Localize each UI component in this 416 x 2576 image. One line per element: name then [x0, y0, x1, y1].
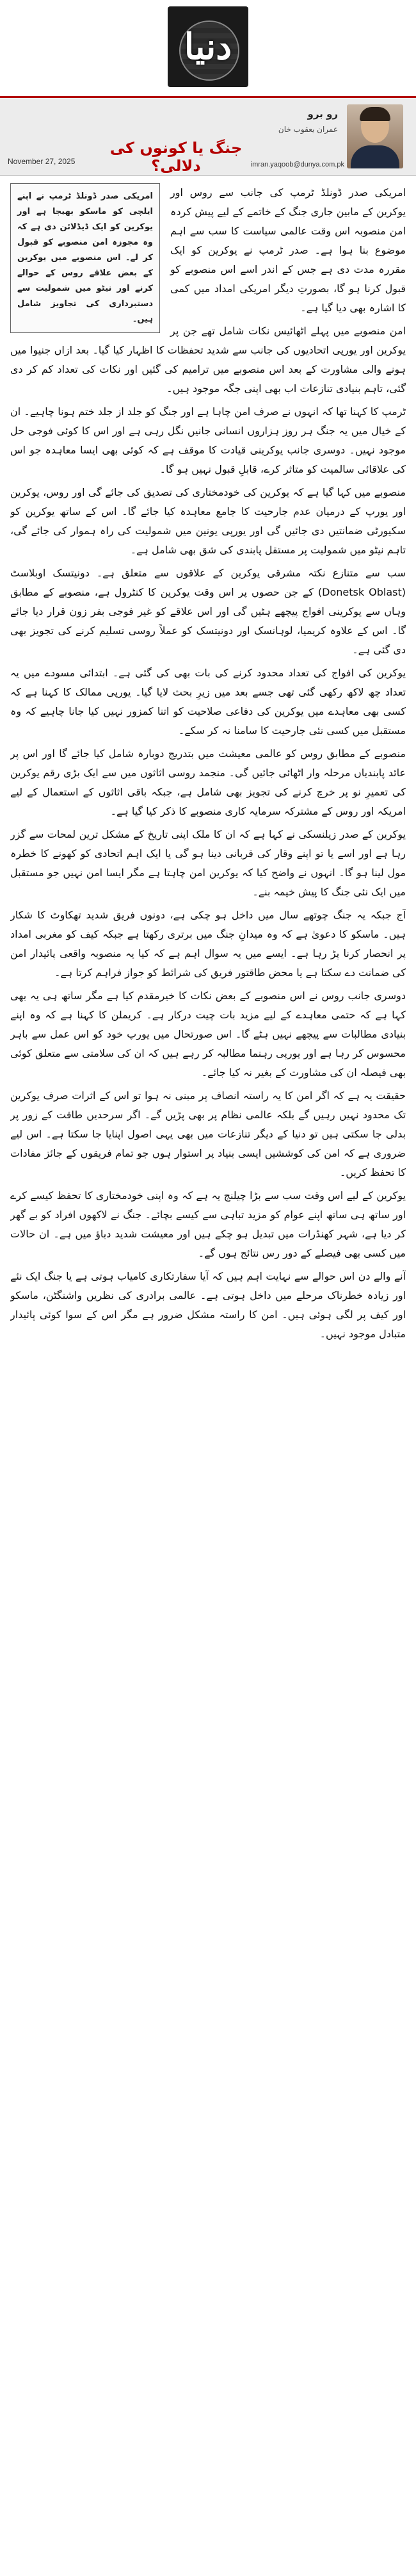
article-body — [10, 183, 406, 2566]
pull-quote: امریکی صدر ڈونلڈ ٹرمپ نے اپنے ایلچی کو ماسکو بھیجا ہے اور یوکرین کو ایک ڈیڈلائن دی ہے کہ وہ مجوزہ امن منصوبے کو قبول کر لے۔ اس منصوبے میں یوکرین کے بعض علاقے روس کے حوالے کرنے اور نیٹو میں شمولیت سے دستبرداری کی تجاویز شامل ہیں۔ — [10, 183, 160, 333]
article-paragraph: منصوبے میں کہا گیا ہے کہ یوکرین کی خودمختاری کی تصدیق کی جائے گی اور روس، یوکرین اور یورپ کے درمیان عدم جارحیت کا جامع معاہدہ کیا جائے گا۔ اس کے ساتھ یوکرین کو سکیورٹی ضمانتیں دی جائیں گی اور یورپی یونین میں شمولیت کی راہ ہموار کی جائے گی، تاہم نیٹو میں شمولیت پر مستقل پابندی کی شق بھی شامل ہے۔ — [10, 486, 406, 556]
publish-date: November 27, 2025 — [8, 157, 76, 166]
newspaper-logo — [168, 6, 248, 87]
column-header — [0, 96, 416, 175]
article-paragraph: امن منصوبے میں پہلے اٹھائیس نکات شامل تھے جن پر یوکرین اور یورپی اتحادیوں کی جانب سے شدید تحفظات کا اظہار کیا گیا۔ بعد ازاں جنیوا میں ہونے والی مشاورت کے بعد اس منصوبے میں ترامیم کی گئیں اور نکات کی تعداد کم کر دی گئی، تاہم بنیادی تنازعات اب بھی اپنی جگہ موجود ہیں۔ — [10, 325, 406, 395]
article-paragraph: منصوبے کے مطابق روس کو عالمی معیشت میں بتدریج دوبارہ شامل کیا جائے گا اور اس پر عائد پابندیاں مرحلہ وار اٹھائی جائیں گی۔ منجمد روسی اثاثوں میں سے ایک بڑی رقم یوکرین کی تعمیرِ نو پر خرچ کرنے کی تجویز بھی شامل ہے، جبکہ باقی اثاثوں کے استعمال کے لیے امریکہ اور روس کے مشترکہ سرمایہ کاری منصوبے کا ذکر کیا گیا ہے۔ — [10, 747, 406, 817]
article-paragraph: آنے والے دن اس حوالے سے نہایت اہم ہیں کہ آیا سفارتکاری کامیاب ہوتی ہے یا جنگ ایک نئے اور زیادہ خطرناک مرحلے میں داخل ہوتی ہے۔ عالمی برادری کی نظریں واشنگٹن، ماسکو اور کیف پر لگی ہوئی ہیں۔ امن کا راستہ مشکل ضرور ہے مگر اس کے سوا کوئی پائیدار متبادل موجود نہیں۔ — [10, 1270, 406, 1340]
author-name: عمران یعقوب خان — [278, 125, 338, 134]
article-paragraph: ٹرمپ کا کہنا تھا کہ انہوں نے صرف امن چاہا ہے اور جنگ کو جلد از جلد ختم ہونا چاہیے۔ ان کے خیال میں یہ جنگ ہر روز ہزاروں انسانی جانیں نگل رہی ہے اور اس کا کوئی فوجی حل موجود نہیں۔ دوسری جانب یوکرینی قیادت کا موقف ہے کہ کوئی بھی ایسا معاہدہ جو اس کی علاقائی سالمیت کو متاثر کرے، قابلِ قبول نہیں ہو گا۔ — [10, 405, 406, 475]
article-paragraph: آج جبکہ یہ جنگ چوتھے سال میں داخل ہو چکی ہے، دونوں فریق شدید تھکاوٹ کا شکار ہیں۔ ماسکو کا دعویٰ ہے کہ وہ میدانِ جنگ میں برتری رکھتا ہے جبکہ کیف کو مغربی امداد پر انحصار کرنا پڑ رہا ہے۔ ایسے میں یہ سوال اہم ہے کہ کیا یہ منصوبہ واقعی پائیدار امن کی ضمانت دے سکتا ہے یا محض طاقتور فریق کی شرائط کو جواز فراہم کرتا ہے۔ — [10, 909, 406, 979]
article-paragraph: یوکرین کے صدر زیلنسکی نے کہا ہے کہ ان کا ملک اپنی تاریخ کے مشکل ترین لمحات سے گزر رہا ہے اور اسے یا تو اپنے وقار کی قربانی دینا ہو گی یا ایک اہم اتحادی کو کھونے کا خطرہ مول لینا ہو گا۔ انہوں نے واضح کیا کہ یوکرین امن چاہتا ہے مگر ایسا امن نہیں جو مستقبل میں ایک نئی جنگ کا پیش خیمہ بنے۔ — [10, 828, 406, 898]
article-paragraph: یوکرین کی افواج کی تعداد محدود کرنے کی بات بھی کی گئی ہے۔ ابتدائی مسودے میں یہ تعداد چھ لاکھ رکھی گئی تھی جسے بعد میں زیرِ بحث لایا گیا۔ یورپی ممالک کا کہنا ہے کہ کسی بھی معاہدے میں یوکرین کی دفاعی صلاحیت کو اتنا کمزور نہیں کیا جانا چاہیے کہ وہ مستقبل میں کسی نئی جارحیت کا سامنا نہ کر سکے۔ — [10, 667, 406, 737]
article-paragraph: یوکرین کے لیے اس وقت سب سے بڑا چیلنج یہ ہے کہ وہ اپنی خودمختاری کا تحفظ کیسے کرے اور ساتھ ہی ساتھ اپنے عوام کو مزید تباہی سے کیسے بچائے۔ جنگ نے لاکھوں افراد کو بے گھر کر دیا ہے، شہر کھنڈرات میں تبدیل ہو چکے ہیں اور معیشت شدید دباؤ میں ہے۔ ان حالات میں کسی بھی فیصلے کے دور رس نتائج ہوں گے۔ — [10, 1189, 406, 1259]
article-paragraph: سب سے متنازع نکتہ مشرقی یوکرین کے علاقوں سے متعلق ہے۔ دونیتسک اوبلاسٹ (Donetsk Oblast) کے جن حصوں پر اس وقت یوکرین کا کنٹرول ہے، منصوبے کے مطابق وہاں سے یوکرینی افواج پیچھے ہٹیں گی اور اس علاقے کو غیر فوجی بفر زون قرار دیا جائے گا۔ اس کے علاوہ کریمیا، لوہانسک اور دونیتسک کو عملاً روسی تسلیم کرنے کی تجویز بھی دی گئی ہے۔ — [10, 567, 406, 656]
logo-text: دنیا — [184, 26, 232, 68]
masthead — [0, 0, 416, 96]
author-photo — [347, 104, 403, 168]
article-paragraphs — [10, 183, 406, 1344]
article-paragraph: دوسری جانب روس نے اس منصوبے کے بعض نکات کا خیرمقدم کیا ہے مگر ساتھ ہی یہ بھی کہا ہے کہ حتمی معاہدے کے لیے مزید بات چیت درکار ہے۔ کریملن کا کہنا ہے کہ وہ اپنے بنیادی مطالبات سے پیچھے نہیں ہٹے گا۔ اس صورتحال میں یورپ خود کو اس عمل سے باہر محسوس کر رہا ہے اور یورپی رہنما مطالبہ کر رہے ہیں کہ ان کی سلامتی سے متعلق کوئی بھی فیصلہ ان کی مشاورت کے بغیر نہ کیا جائے۔ — [10, 990, 406, 1079]
column-title: جنگ یا کونوں کی دلالی؟ — [109, 139, 243, 175]
author-email[interactable]: imran.yaqoob@dunya.com.pk — [250, 161, 344, 168]
article-paragraph: امریکی صدر ڈونلڈ ٹرمپ کی جانب سے روس اور یوکرین کے مابین جاری جنگ کے خاتمے کے لیے پیش کردہ امن منصوبہ اس وقت عالمی سیاست کا سب سے اہم موضوع بنا ہوا ہے۔ صدر ٹرمپ نے یوکرین کو ایک مقررہ مدت دی ہے جس کے اندر اسے اس منصوبے کو قبول کرنا ہو گا، بصورتِ دیگر امریکی امداد میں کمی کا اشارہ بھی دیا گیا ہے۔ — [170, 186, 406, 314]
article-paragraph: حقیقت یہ ہے کہ اگر امن کا یہ راستہ انصاف پر مبنی نہ ہوا تو اس کے اثرات صرف یوکرین تک محدود نہیں رہیں گے بلکہ عالمی نظام پر بھی پڑیں گے۔ اگر سرحدیں طاقت کے زور پر بدلی جا سکتی ہیں تو دنیا کے دیگر تنازعات میں بھی یہی اصول اپنایا جا سکتا ہے۔ اس لیے ضروری ہے کہ امن کی کوششیں ایسی بنیاد پر استوار ہوں جو تمام فریقوں کے جائز مفادات کا تحفظ کریں۔ — [10, 1089, 406, 1178]
column-name: رو برو — [307, 108, 338, 120]
